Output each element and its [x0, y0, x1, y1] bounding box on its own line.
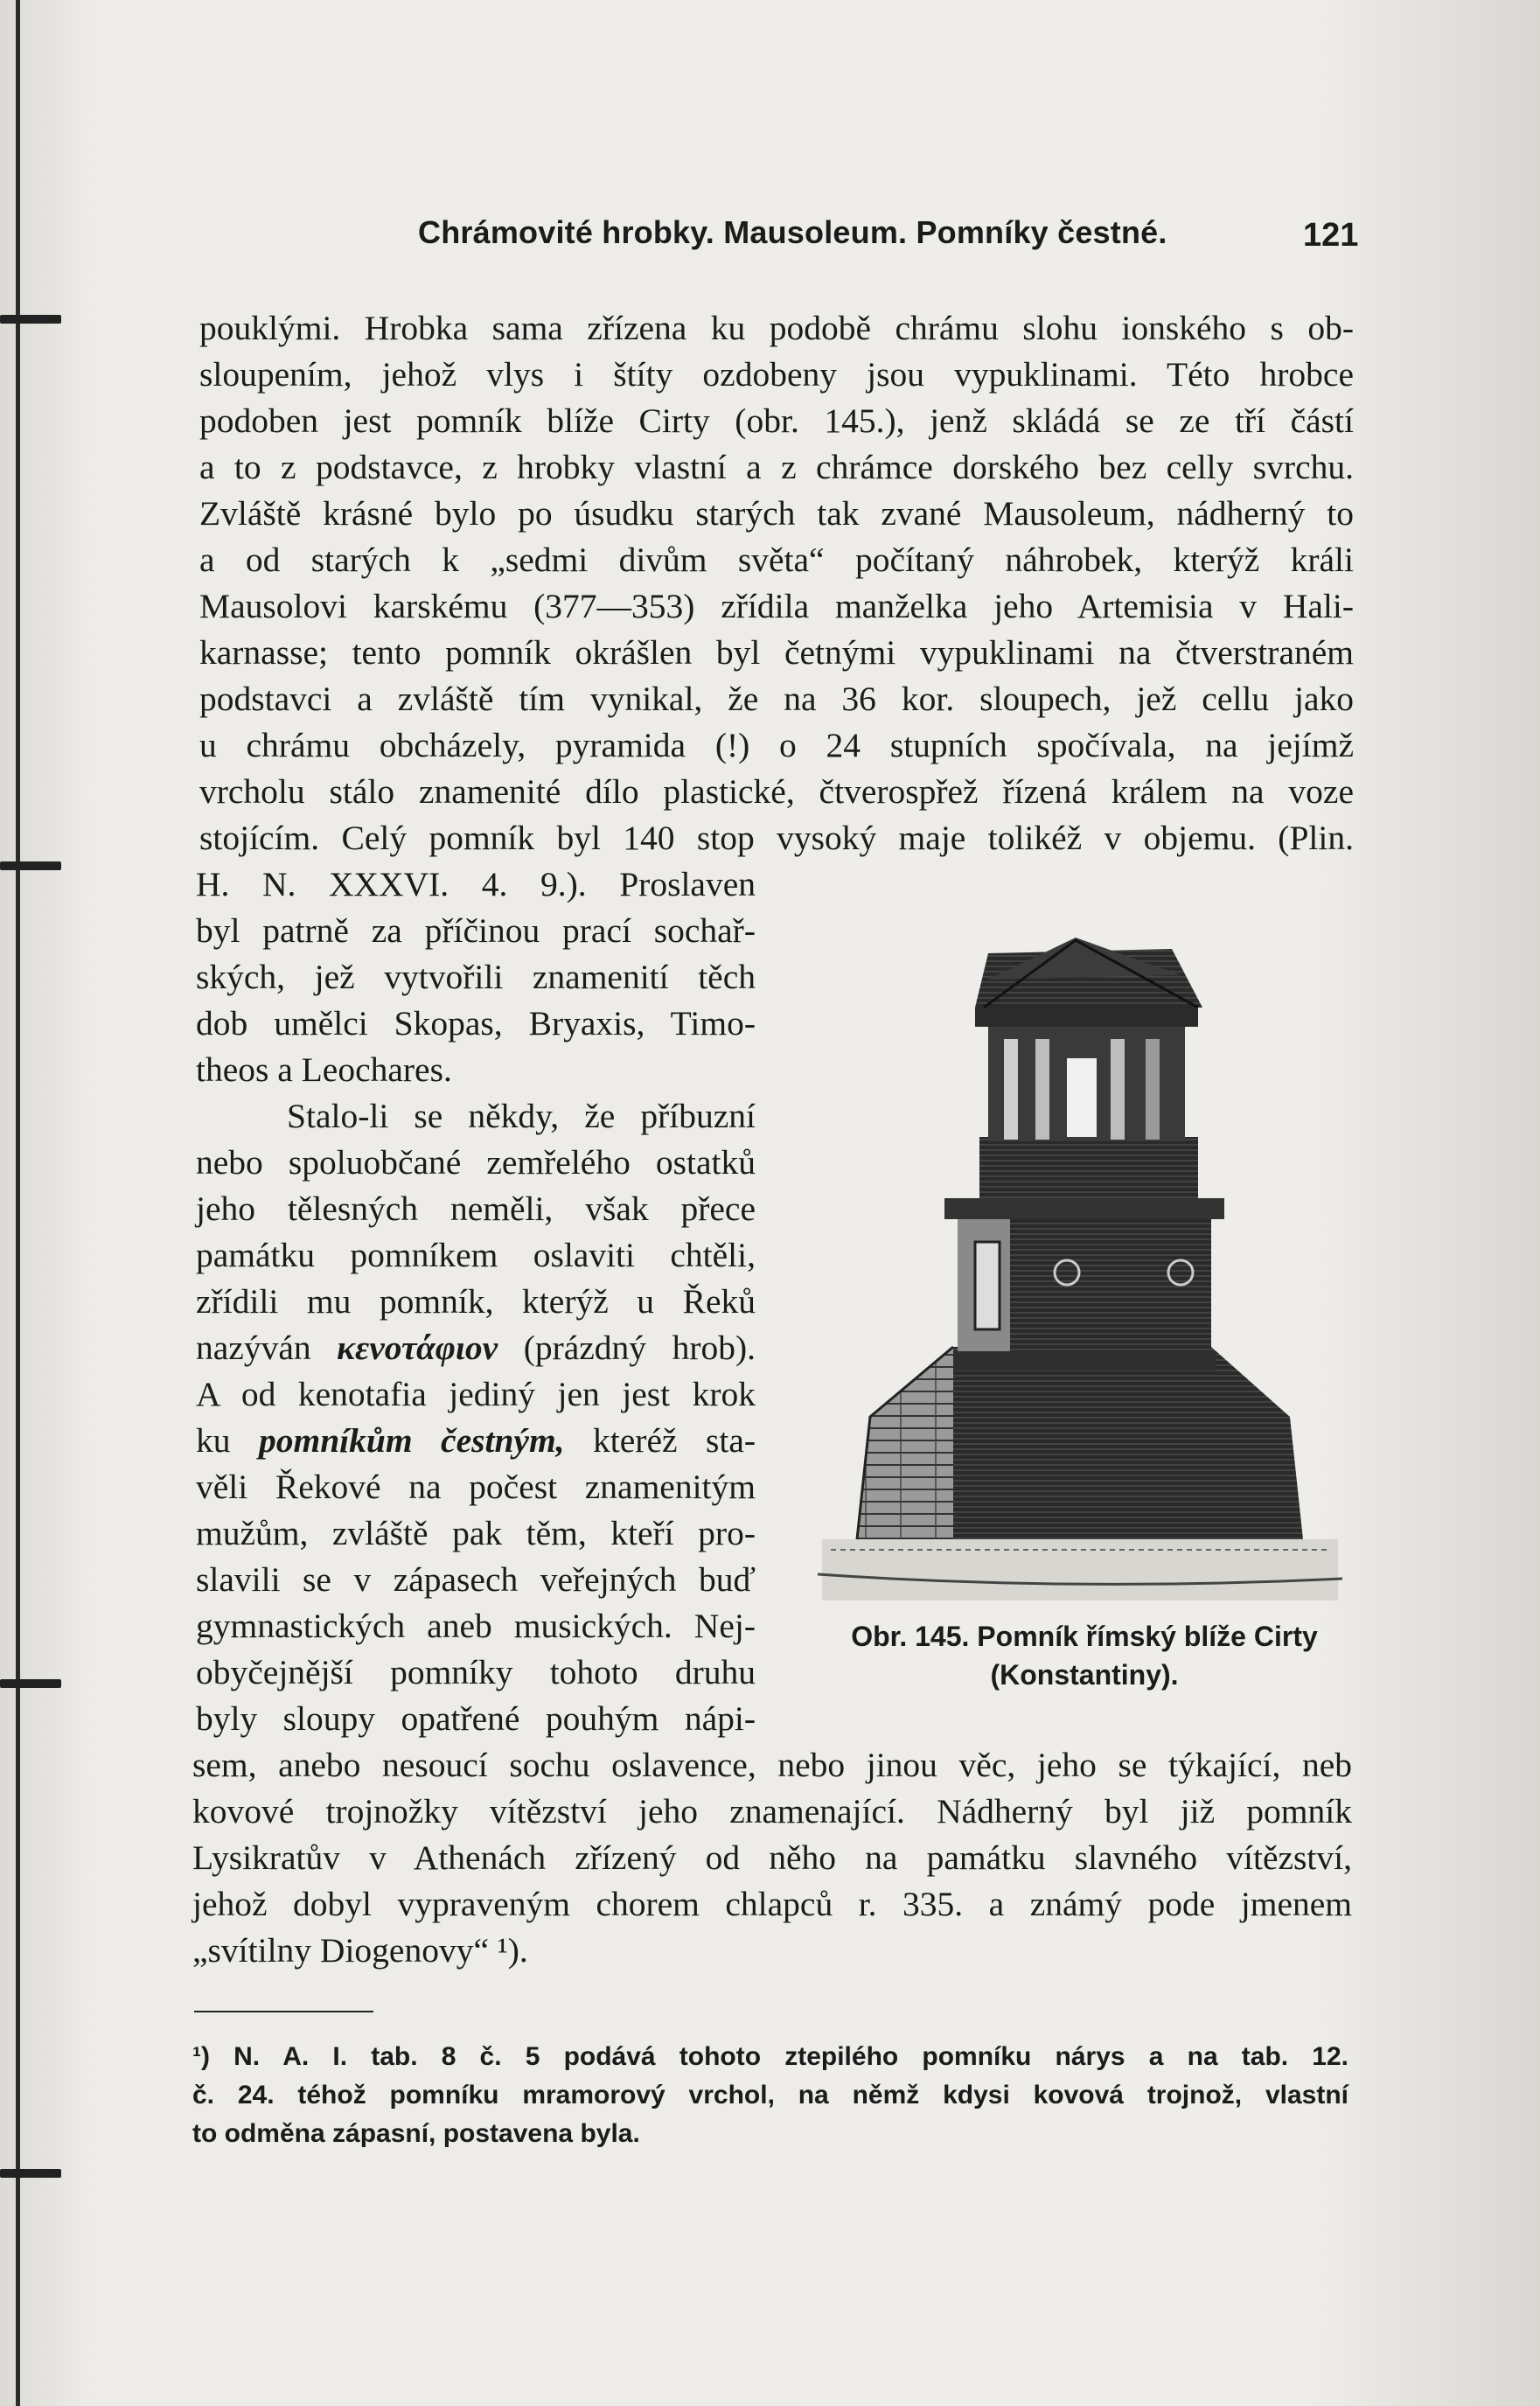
text-line: podstavci a zvláště tím vynikal, že na 36 kor. sloupech, jež cellu jako [199, 680, 1354, 718]
text-line [196, 1421, 756, 1460]
text-segment: nazýván [196, 1329, 311, 1367]
text-line: Zvláště krásné bylo po úsudku starých tak zvané Mausoleum, nádherný to [199, 494, 1354, 533]
monument-illustration [813, 927, 1347, 1609]
binding-mark [0, 315, 61, 324]
text-line: karnasse; tento pomník okrášlen byl četnými vypuklinami na čtverstraném [199, 633, 1354, 672]
greek-term: κενοτάφιον [337, 1329, 498, 1367]
text-line: mužům, zvláště pak těm, kteří pro- [196, 1514, 756, 1552]
footnote-line: to odměna zápasní, postavena byla. [192, 2119, 640, 2148]
binding-mark [0, 2169, 61, 2178]
text-line: Lysikratův v Athenách zřízený od něho na památku slavného vítězství, [192, 1838, 1352, 1877]
text-line: byl patrně za příčinou prací sochař- [196, 911, 756, 950]
text-line: A od kenotafia jediný jen jest krok [196, 1375, 756, 1413]
text-line: gymnastických aneb musických. Nej- [196, 1607, 756, 1645]
figure-caption: Obr. 145. Pomník římský blíže Cirty [851, 1621, 1318, 1652]
text-line: theos a Leochares. [196, 1050, 452, 1089]
footnote-line: ¹) N. A. I. tab. 8 č. 5 podává tohoto ztepilého pomníku nárys a na tab. 12. [192, 2042, 1348, 2071]
text-line: podoben jest pomník blíže Cirty (obr. 145.), jenž skládá se ze tří částí [199, 401, 1354, 440]
text-line: zřídili mu pomník, kterýž u Řeků [196, 1282, 756, 1321]
text-line: dob umělci Skopas, Bryaxis, Timo- [196, 1004, 756, 1043]
text-line: obyčejnější pomníky tohoto druhu [196, 1653, 756, 1691]
text-line: „svítilny Diogenovy“ ¹). [192, 1931, 528, 1970]
emphasis-term: pomníkům čestným, [258, 1421, 565, 1460]
text-line: sloupením, jehož vlys i štíty ozdobeny jsou vypuklinami. Této hrobce [199, 355, 1354, 394]
footnote-rule [194, 2011, 373, 2012]
text-line: ských, jež vytvořili znamenití těch [196, 958, 756, 996]
text-line: Mausolovi karskému (377—353) zřídila manželka jeho Artemisia v Hali- [199, 587, 1354, 625]
text-line: byly sloupy opatřené pouhým nápi- [196, 1699, 756, 1738]
text-line: H. N. XXXVI. 4. 9.). Proslaven [196, 865, 756, 903]
text-line [196, 1331, 756, 1366]
footnote-line: č. 24. téhož pomníku mramorový vrchol, na němž kdysi kovová trojnož, vlastní [192, 2081, 1348, 2110]
text-line: Stalo-li se někdy, že příbuzní [287, 1097, 756, 1135]
text-line: nebo spoluobčané zemřelého ostatků [196, 1143, 756, 1182]
text-line: a to z podstavce, z hrobky vlastní a z chrámce dorského bez celly svrchu. [199, 448, 1354, 486]
text-segment: (prázdný hrob). [523, 1329, 756, 1367]
binding-mark [0, 861, 61, 870]
text-line: a od starých k „sedmi divům světa“ počítaný náhrobek, kterýž králi [199, 540, 1354, 579]
running-head: Chrámovité hrobky. Mausoleum. Pomníky čestné. [418, 214, 1167, 250]
figure-caption: (Konstantiny). [990, 1659, 1179, 1691]
text-line: věli Řekové na počest znamenitým [196, 1468, 756, 1506]
text-line: kovové trojnožky vítězství jeho znamenající. Nádherný byl již pomník [192, 1792, 1352, 1831]
text-line: sem, anebo nesoucí sochu oslavence, nebo jinou věc, jeho se týkající, neb [192, 1746, 1352, 1784]
binding-mark [0, 1679, 61, 1688]
text-line: u chrámu obcházely, pyramida (!) o 24 stupních spočívala, na jejímž [199, 726, 1354, 764]
text-line: jeho tělesných neměli, však přece [196, 1189, 756, 1228]
text-line: památku pomníkem oslaviti chtěli, [196, 1236, 756, 1274]
text-line: jehož dobyl vypraveným chorem chlapců r. 335. a známý pode jmenem [192, 1885, 1352, 1923]
text-segment: kteréž sta- [593, 1421, 756, 1460]
text-line: stojícím. Celý pomník byl 140 stop vysoký maje tolikéž v objemu. (Plin. [199, 819, 1354, 857]
text-segment: ku [196, 1421, 231, 1460]
binding-edge [16, 0, 20, 2406]
text-line: pouklými. Hrobka sama zřízena ku podobě chrámu slohu ionského s ob- [199, 309, 1354, 347]
text-line: vrcholu stálo znamenité dílo plastické, čtverospřež řízená králem na voze [199, 772, 1354, 811]
text-line: slavili se v zápasech veřejných buď [196, 1560, 756, 1599]
page-number: 121 [1303, 217, 1359, 254]
